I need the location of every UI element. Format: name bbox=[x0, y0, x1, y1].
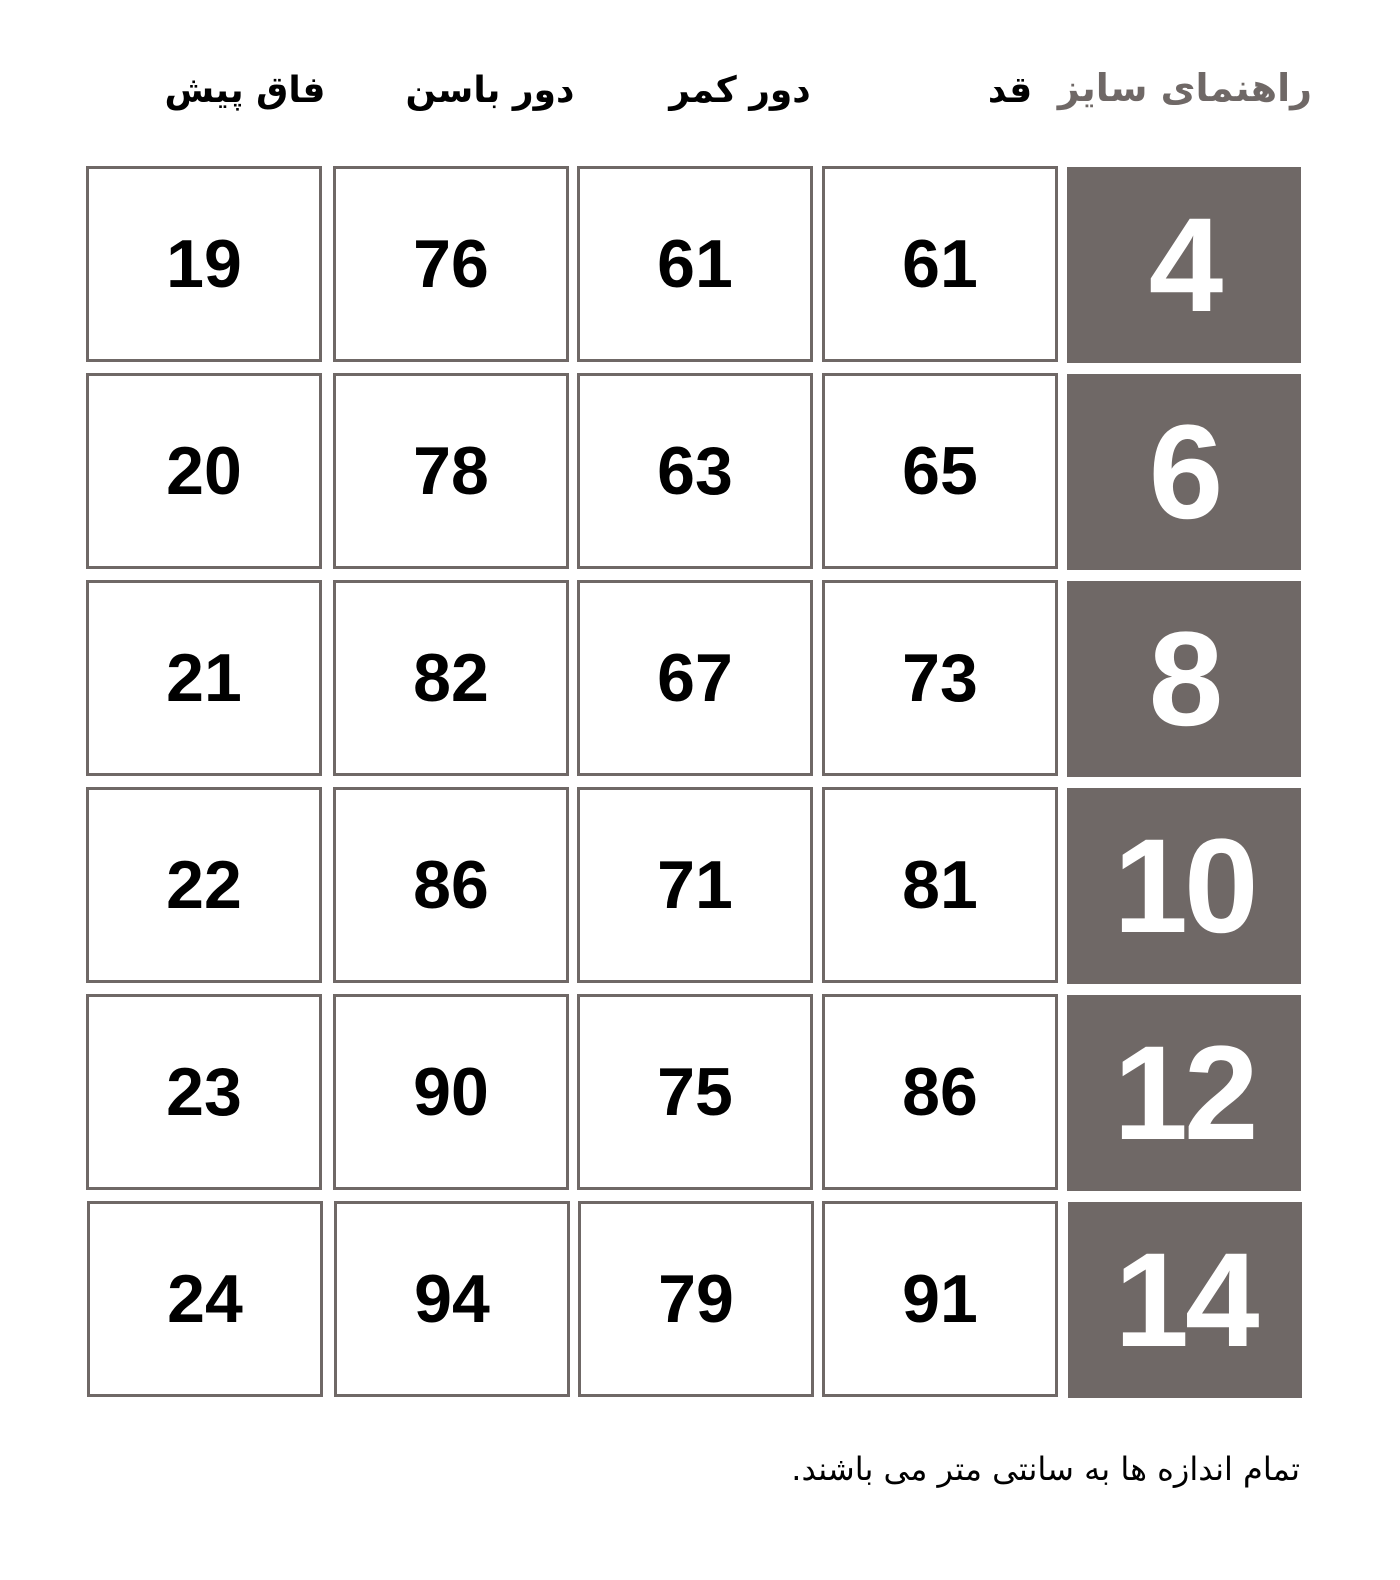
rise-cell: 22 bbox=[86, 787, 322, 983]
size-cell: 4 bbox=[1067, 167, 1301, 363]
hip-cell: 90 bbox=[333, 994, 569, 1190]
rise-cell: 20 bbox=[86, 373, 322, 569]
waist-cell: 61 bbox=[577, 166, 813, 362]
header-waist: دور کمر bbox=[669, 70, 811, 111]
height-cell: 73 bbox=[822, 580, 1058, 776]
hip-cell: 78 bbox=[333, 373, 569, 569]
height-cell: 86 bbox=[822, 994, 1058, 1190]
waist-cell: 75 bbox=[577, 994, 813, 1190]
size-cell: 6 bbox=[1067, 374, 1301, 570]
rise-cell: 24 bbox=[87, 1201, 323, 1397]
size-cell: 10 bbox=[1067, 788, 1301, 984]
header-hip: دور باسن bbox=[405, 70, 575, 111]
size-cell: 8 bbox=[1067, 581, 1301, 777]
hip-cell: 94 bbox=[334, 1201, 570, 1397]
hip-cell: 82 bbox=[333, 580, 569, 776]
height-cell: 81 bbox=[822, 787, 1058, 983]
rise-cell: 19 bbox=[86, 166, 322, 362]
size-guide-title: راهنمای سایز bbox=[1057, 66, 1312, 110]
header-rise: فاق پیش bbox=[164, 70, 326, 111]
rise-cell: 23 bbox=[86, 994, 322, 1190]
size-cell: 14 bbox=[1068, 1202, 1302, 1398]
hip-cell: 86 bbox=[333, 787, 569, 983]
hip-cell: 76 bbox=[333, 166, 569, 362]
header-height: قد bbox=[987, 70, 1033, 111]
waist-cell: 63 bbox=[577, 373, 813, 569]
rise-cell: 21 bbox=[86, 580, 322, 776]
waist-cell: 79 bbox=[578, 1201, 814, 1397]
waist-cell: 71 bbox=[577, 787, 813, 983]
waist-cell: 67 bbox=[577, 580, 813, 776]
size-cell: 12 bbox=[1067, 995, 1301, 1191]
height-cell: 61 bbox=[822, 166, 1058, 362]
units-note: تمام اندازه ها به سانتی متر می باشند. bbox=[791, 1450, 1300, 1488]
height-cell: 65 bbox=[822, 373, 1058, 569]
height-cell: 91 bbox=[822, 1201, 1058, 1397]
